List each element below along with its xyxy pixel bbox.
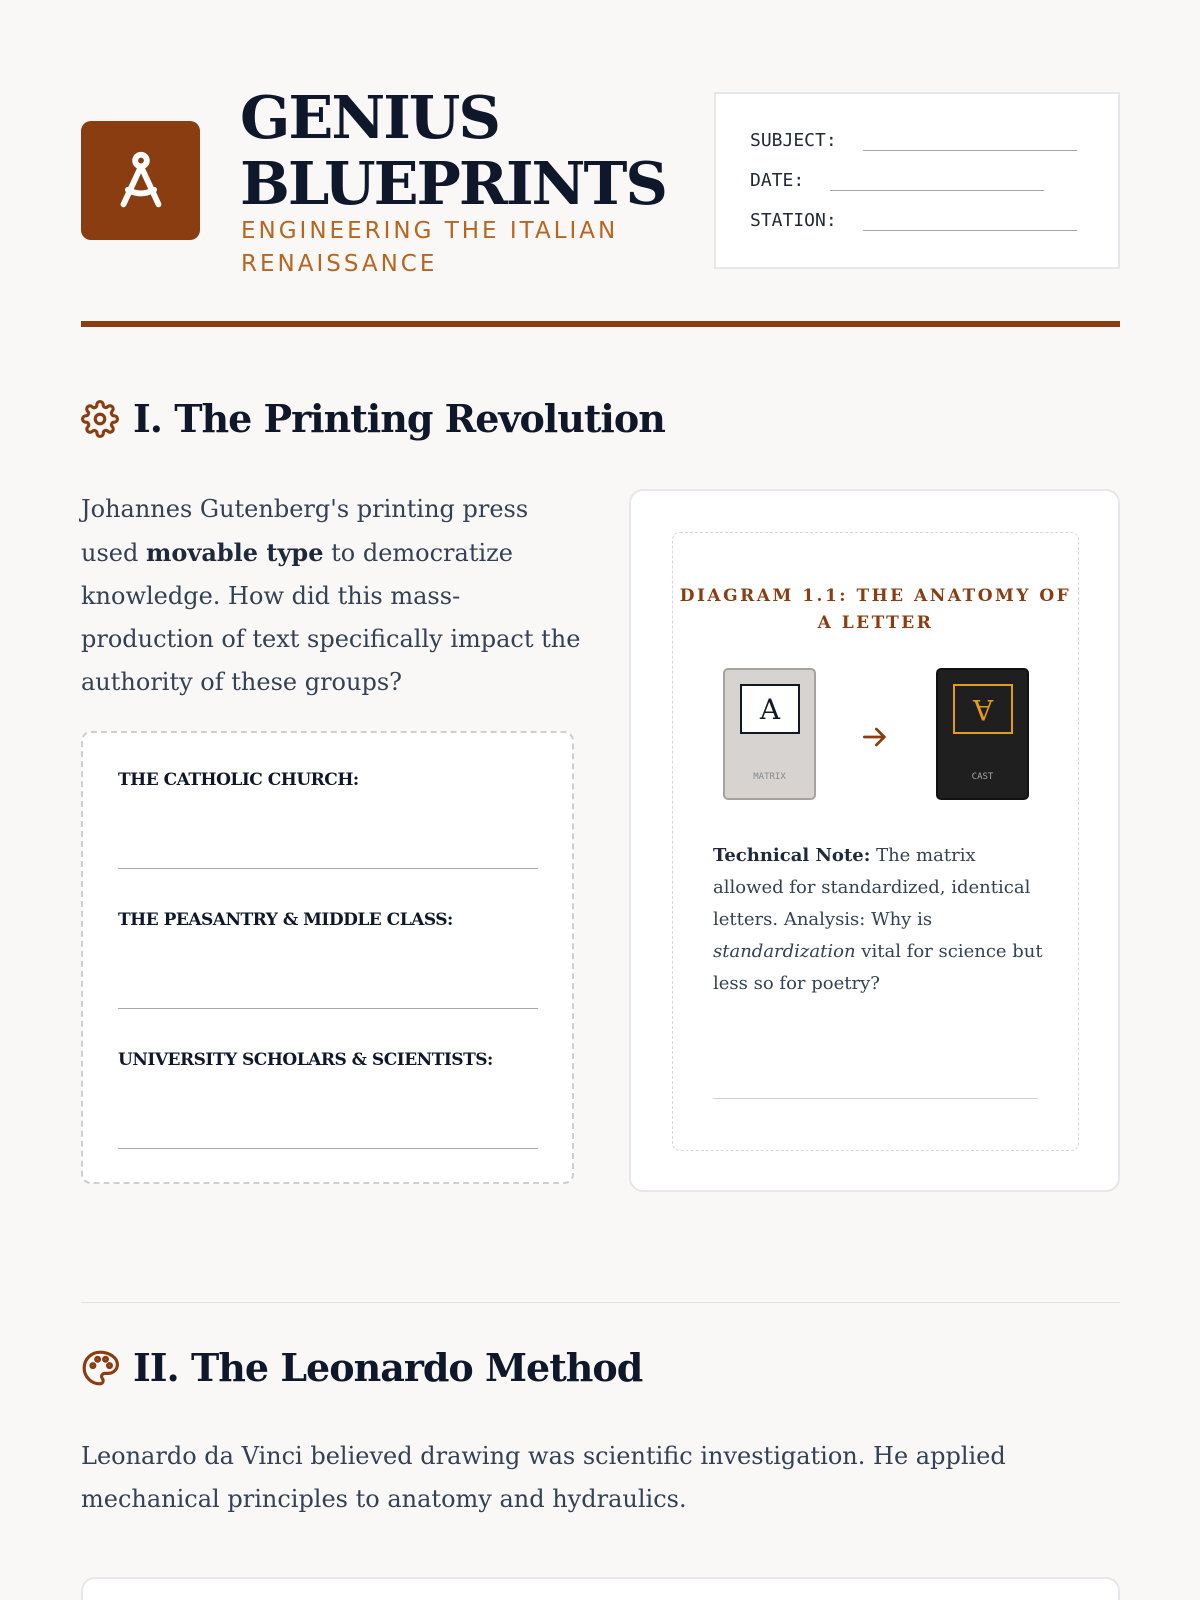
cast-glyph-letter: A [972, 692, 994, 726]
compass-icon [106, 146, 176, 216]
cast-block [936, 668, 1029, 800]
technical-note-italic: standardization [713, 941, 856, 962]
section-title: II. The Leonardo Method [133, 1345, 643, 1390]
matrix-block [723, 668, 816, 800]
technical-note-label: Technical Note: [713, 845, 871, 866]
cast-glyph [953, 684, 1013, 734]
intro-bold-term: movable type [145, 538, 324, 567]
intro-text-end: to democratize knowledge. How did this mass-production of text specifically impact the authority of these groups? [81, 539, 581, 696]
diagram-card [629, 489, 1120, 1192]
leonardo-card [81, 1577, 1120, 1600]
header-divider [81, 321, 1120, 327]
answer-line-peasantry[interactable] [118, 1008, 538, 1009]
answer-line-church[interactable] [118, 868, 538, 869]
brand-title: GENIUS BLUEPRINTS [240, 83, 666, 218]
subject-field[interactable] [863, 135, 1077, 151]
answer-label-peasantry: THE PEASANTRY & MIDDLE CLASS: [118, 910, 453, 930]
diagram-frame [672, 532, 1079, 1151]
technical-note-tail: vital for science but less so for poetry? [713, 941, 1043, 994]
section-heading-leonardo [81, 1345, 642, 1390]
arrow-right-icon [859, 721, 891, 753]
diagram-title: DIAGRAM 1.1: THE ANATOMY OF A LETTER [679, 586, 1072, 633]
leonardo-intro-text: Leonardo da Vinci believed drawing was scientific investigation. He applied mechanical principles to anatomy and hydraulics. [81, 1442, 1006, 1513]
section-title: I. The Printing Revolution [133, 396, 665, 441]
section-divider [81, 1302, 1120, 1303]
answer-box [81, 731, 574, 1184]
brand-subtitle: ENGINEERING THE ITALIAN RENAISSANCE [241, 218, 619, 277]
date-label: DATE: [750, 170, 805, 191]
station-field[interactable] [863, 215, 1077, 231]
intro-text-start: Johannes Gutenberg's printing press used [81, 495, 529, 567]
technical-note-text: The matrix allowed for standardized, identical letters. Analysis: Why is [713, 845, 1031, 930]
gear-icon [81, 400, 119, 438]
printing-intro-text [81, 488, 586, 704]
matrix-label: MATRIX [753, 772, 786, 782]
date-field[interactable] [830, 175, 1044, 191]
logo [81, 121, 200, 240]
note-answer-line[interactable] [713, 1098, 1038, 1099]
matrix-glyph: A [740, 684, 800, 734]
cast-label: CAST [971, 772, 994, 782]
answer-label-scholars: UNIVERSITY SCHOLARS & SCIENTISTS: [118, 1050, 493, 1070]
date-row [750, 170, 1044, 191]
station-label: STATION: [750, 210, 837, 231]
answer-line-scholars[interactable] [118, 1148, 538, 1149]
subject-label: SUBJECT: [750, 130, 837, 151]
subject-row [750, 130, 1077, 151]
technical-note [713, 840, 1043, 1000]
answer-label-church: THE CATHOLIC CHURCH: [118, 770, 359, 790]
palette-icon [81, 1349, 119, 1387]
station-row [750, 210, 1077, 231]
student-info-box [714, 92, 1120, 269]
section-heading-printing [81, 396, 665, 441]
